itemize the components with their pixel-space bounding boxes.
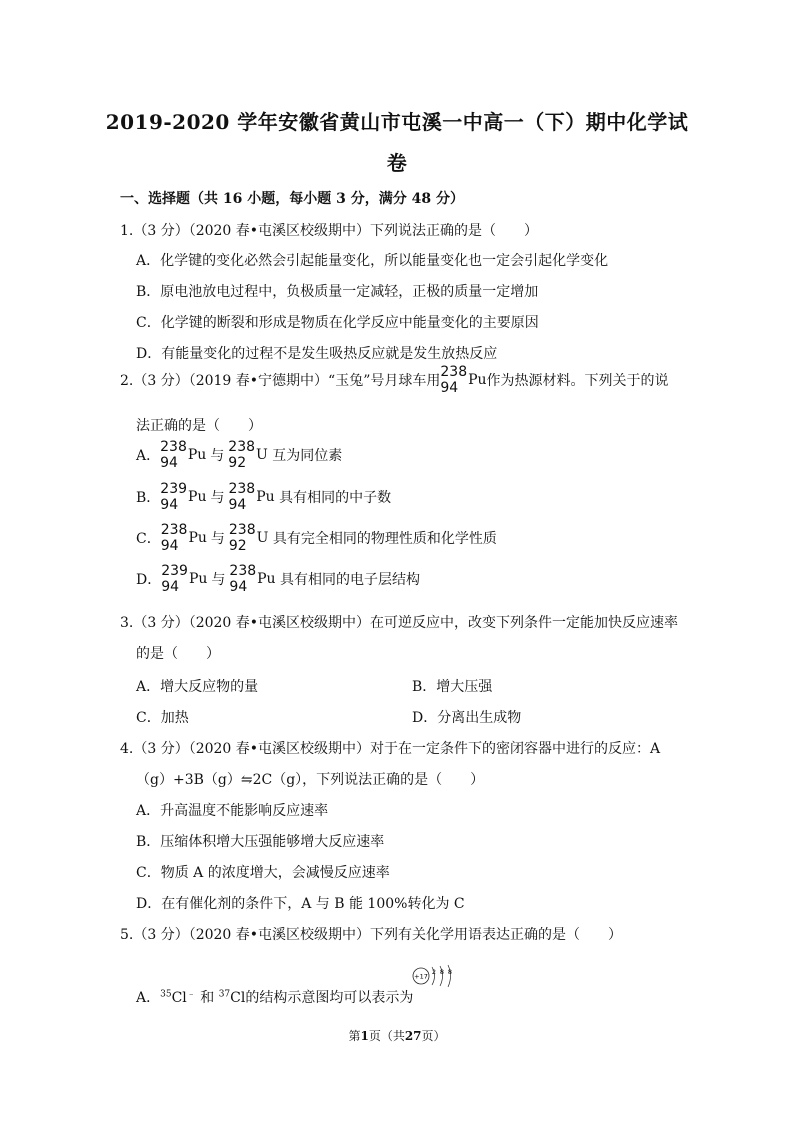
mass-number: 37 [218,989,231,1000]
question-1-stem: 1.（3 分）（2020 春•屯溪区校级期中）下列说法正确的是（ ） [120,223,539,239]
nucleus-charge: +17 [414,972,428,981]
question-4-option-b: B．压缩体积增大压强能够增大反应速率 [136,834,385,850]
question-4-option-d: D．在有催化剂的条件下，A 与 B 能 100%转化为 C [136,896,465,912]
element-symbol: Cl [171,990,187,1006]
question-2-stem-prefix: 2.（3 分）（2019 春•宁德期中）“玉兔”号月球车用 [120,373,441,389]
isotope-notation [440,365,467,395]
question-3-option-c: C．加热 [136,710,189,726]
isotope-notation: 238 94 [160,439,187,471]
mass-number: 238 [440,364,468,380]
question-4-option-a: A．升高温度不能影响反应速率 [136,803,329,819]
question-3-option-b: B．增大压强 [412,679,493,695]
question-5-option-a: A．$^{35}$Cl﹣ 和 $^{37}$Cl的结构示意图均可以表示为 [136,989,414,1006]
question-4-stem: 4.（3 分）（2020 春•屯溪区校级期中）对于在一定条件下的密闭容器中进行的反应：A [120,741,661,757]
page-number: 1 [360,1029,369,1043]
section-heading: 一、选择题（共 16 小题，每小题 3 分，满分 48 分） [120,191,464,207]
shell-electron-count: 8 [447,968,453,976]
page-total: 27 [404,1029,422,1043]
question-1-option-b: B．原电池放电过程中，负极质量一定减轻，正极的质量一定增加 [136,284,539,300]
question-1-option-c: C．化学键的断裂和形成是物质在化学反应中能量变化的主要原因 [136,315,539,331]
question-3-option-a: A．增大反应物的量 [136,679,259,695]
page-footer: 第1页（共27页） [348,1029,446,1043]
question-2-option-d: D． 239 94 Pu 与 238 94 Pu 具有相同的电子层结构 [136,563,421,595]
question-3-option-d: D．分离出生成物 [412,710,522,726]
shell-electron-count: 2 [431,968,437,976]
exam-title-line-1: 2019-2020 学年安徽省黄山市屯溪一中高一（下）期中化学试 [105,110,689,134]
question-2-option-c: C． 238 94 Pu 与 238 92 U 具有完全相同的物理性质和化学性质 [136,522,497,554]
isotope-notation: 238 92 [228,439,256,471]
question-2-stem [120,365,669,395]
atomic-number: 94 [440,380,459,396]
question-2-option-b: B． 239 94 Pu 与 238 94 Pu 具有相同的中子数 [136,481,392,513]
isotope-notation: 238 94 [160,522,188,554]
isotope-notation: 239 94 [161,563,188,595]
question-2-stem-continuation: 法正确的是（ ） [136,418,262,434]
element-symbol: Cl [230,990,246,1006]
isotope-notation: 238 92 [228,522,256,554]
isotope-notation: 238 94 [229,563,257,595]
ion-charge: ﹣ [186,989,196,1000]
question-4-option-c: C．物质 A 的浓度增大，会减慢反应速率 [136,865,390,881]
question-1-option-a: A．化学键的变化必然会引起能量变化，所以能量变化也一定会引起化学变化 [136,253,609,269]
isotope-notation: 239 94 [160,481,188,513]
exam-title-line-2: 卷 [386,151,408,175]
isotope-notation: 238 94 [228,481,256,513]
shell-electron-count: 8 [439,968,445,976]
question-4-stem-continuation: （g）+3B（g）⇋2C（g），下列说法正确的是（ ） [136,772,485,788]
question-2-option-a: A． 238 94 Pu 与 238 92 U 互为同位素 [136,439,343,471]
mass-number: 35 [160,989,172,1000]
element-symbol: Pu [468,372,487,388]
question-3-stem: 3.（3 分）（2020 春•屯溪区校级期中）在可逆反应中，改变下列条件一定能加快反应速率 [120,615,679,631]
question-3-stem-continuation: 的是（ ） [136,646,220,662]
question-5-stem: 5.（3 分）（2020 春•屯溪区校级期中）下列有关化学用语表达正确的是（ ） [120,927,623,943]
question-1-option-d: D．有能量变化的过程不是发生吸热反应就是发生放热反应 [136,346,498,362]
atom-structure-diagram [410,963,466,997]
question-2-stem-suffix: 作为热源材料。下列关于的说 [486,373,669,389]
